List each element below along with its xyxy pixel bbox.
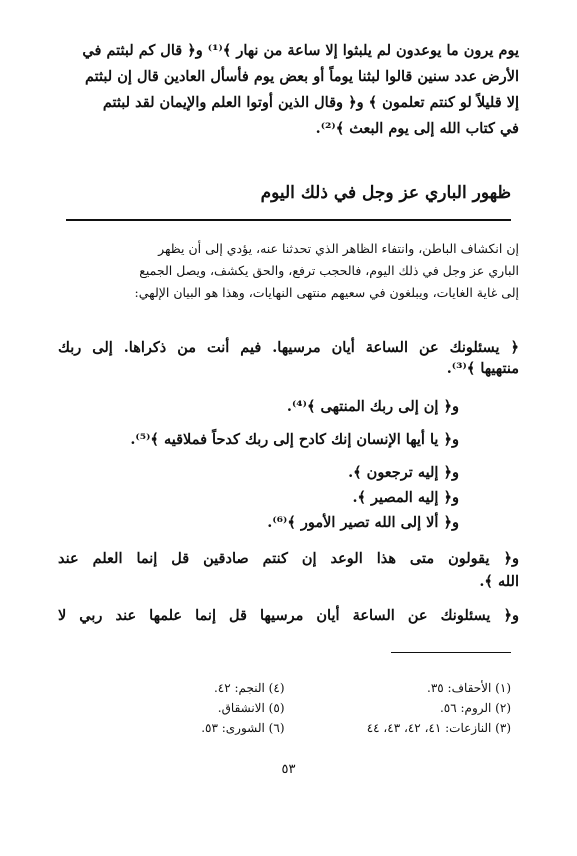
text-line: إلا قليلاً لو كنتم تعلمون ﴾ و﴿ وقال الذين أوتوا العلم والإيمان لقد لبثتم	[102, 94, 519, 111]
verse-line: و﴿ ألا إلى الله تصير الأمور ﴾⁽⁶⁾.	[267, 514, 459, 531]
body-paragraph	[58, 238, 519, 304]
verse-line: و﴿ يا أيها الإنسان إنك كادح إلى ربك كدحاً فملاقيه ﴾⁽⁵⁾.	[130, 431, 459, 448]
top-paragraph	[58, 38, 519, 142]
footnote-row	[58, 678, 511, 698]
page-number: ٥٣	[281, 762, 296, 777]
text-line: في كتاب الله إلى يوم البعث ﴾⁽²⁾.	[315, 120, 519, 137]
verse-line: و﴿ إليه ترجعون ﴾.	[348, 464, 459, 481]
section-heading: ظهور الباري عز وجل في ذلك اليوم	[260, 183, 511, 203]
verse-line: و﴿ يسئلونك عن الساعة أيان مرسيها قل إنما علمها عند ربي لا	[58, 607, 519, 624]
text-line: الأرض عدد سنين قالوا لبثنا يوماً أو بعض يوم فأسأل العادين قال إن لبثتم	[84, 68, 519, 85]
footnote: (٦) الشورى: ٥٣.	[201, 721, 285, 735]
verse-line: ﴿ يسئلونك عن الساعة أيان مرسيها. فيم أنت من ذكراها. إلى ربك	[58, 339, 519, 356]
footnotes	[58, 678, 511, 738]
footnote-divider	[391, 652, 511, 653]
verse-line: و﴿ إن إلى ربك المنتهى ﴾⁽⁴⁾.	[286, 398, 459, 415]
footnote: (١) الأحقاف: ٣٥.	[427, 681, 511, 695]
footnote: (٥) الانشقاق.	[217, 701, 285, 715]
text-line: إن انكشاف الباطن، وانتفاء الظاهر الذي تحدثنا عنه، يؤدي إلى أن يظهر	[158, 241, 519, 256]
footnote: (٤) النجم: ٤٢.	[213, 681, 285, 695]
footnote-row	[58, 718, 511, 738]
footnote-row	[58, 698, 511, 718]
verse-line: و﴿ إليه المصير ﴾.	[352, 489, 459, 506]
heading-underline	[66, 219, 511, 221]
footnote: (٢) الروم: ٥٦.	[439, 701, 511, 715]
text-line: الباري عز وجل في ذلك اليوم، فالحجب ترفع، والحق يكشف، ويصل الجميع	[139, 263, 519, 278]
verse-line: منتهيها ﴾⁽³⁾.	[446, 360, 519, 377]
footnote: (٣) النازعات: ٤١، ٤٢، ٤٣، ٤٤	[366, 721, 511, 735]
verse-line: و﴿ يقولون متى هذا الوعد إن كنتم صادقين قل إنما العلم عند	[58, 550, 519, 567]
verse-line: الله ﴾.	[479, 573, 519, 590]
text-line: إلى غاية الغايات، ويبلغون في سعيهم منتهى النهايات، وهذا هو البيان الإلهي:	[134, 285, 519, 300]
text-line: يوم يرون ما يوعدون لم يلبثوا إلا ساعة من نهار ﴾⁽¹⁾ و﴿ قال كم لبثتم في	[82, 42, 519, 59]
